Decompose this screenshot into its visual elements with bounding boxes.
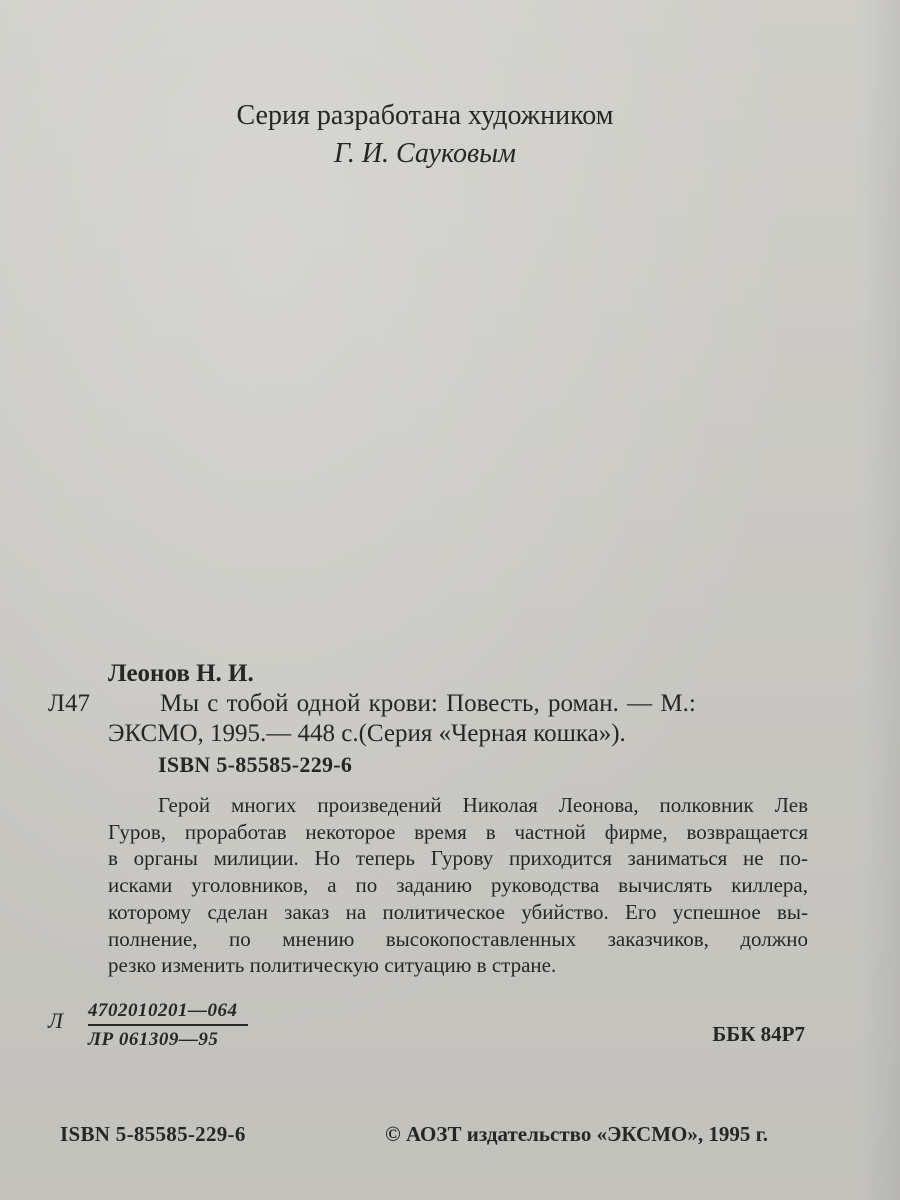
annotation-line: Гуров, проработав некоторое время в частной фирме, возвращается [108, 819, 808, 844]
footer-isbn: ISBN 5-85585-229-6 [60, 1122, 246, 1146]
author-name: Леонов Н. И. [108, 660, 254, 687]
book-annotation [108, 792, 808, 979]
annotation-line: полнение, по мнению высокопоставленных заказчиков, должно [108, 926, 808, 951]
publishing-index-fraction [88, 1000, 248, 1051]
library-classmark: Л47 [48, 690, 90, 717]
annotation-line: которому сделан заказ на политическое убийство. Его успешное вы- [108, 899, 808, 924]
series-artist-name: Г. И. Сауковым [334, 138, 516, 169]
annotation-line: Герой многих произведений Николая Леонова, полковник Лев [158, 793, 808, 817]
annotation-line: резко изменить политическую ситуацию в стране. [108, 953, 557, 978]
bbk-code: ББК 84Р7 [712, 1022, 805, 1046]
page-edge-shadow [860, 0, 900, 1200]
annotation-line: исками уголовников, а по заданию руководства вычислять киллера, [108, 873, 808, 898]
index-denominator: ЛР 061309—95 [88, 1029, 219, 1050]
isbn-record: ISBN 5-85585-229-6 [158, 752, 353, 777]
bibliographic-line-1: Мы с тобой одной крови: Повесть, роман. — М.: [160, 690, 696, 717]
series-designer-line: Серия разработана художником [236, 100, 614, 131]
index-numerator: 4702010201—064 [88, 1000, 248, 1026]
bibliographic-line-2: ЭКСМО, 1995.— 448 с.(Серия «Черная кошка»). [108, 720, 626, 747]
annotation-line: в органы милиции. Но теперь Гурову приходится заниматься не по- [108, 846, 808, 871]
copyright-notice: © АОЗТ издательство «ЭКСМО», 1995 г. [385, 1122, 769, 1146]
index-letter: Л [48, 1008, 63, 1033]
